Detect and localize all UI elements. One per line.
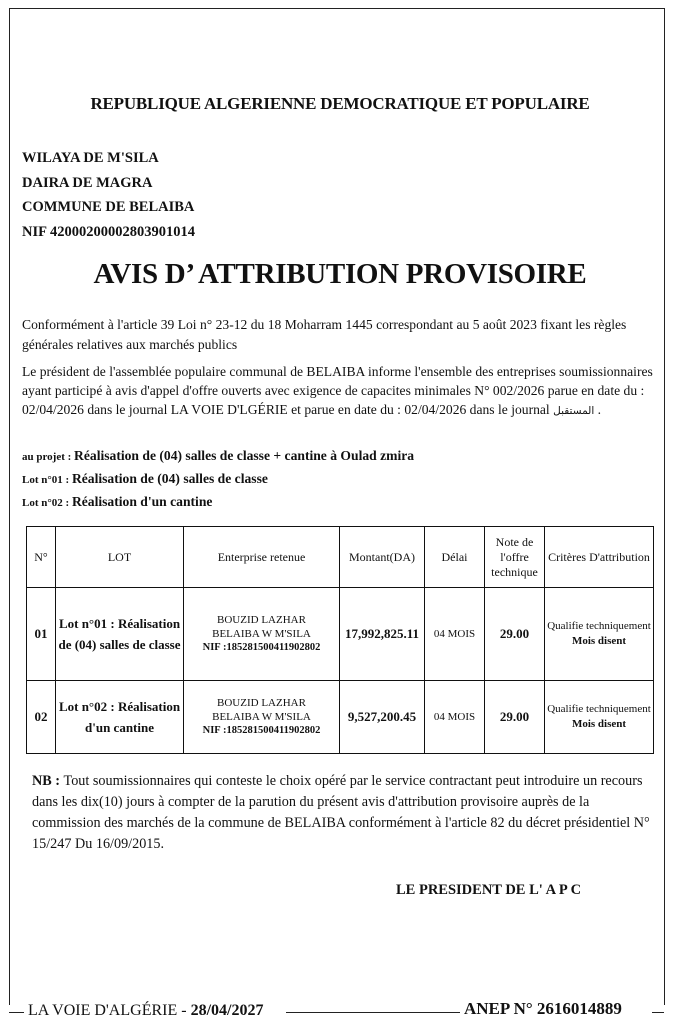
information-text: Le président de l'assemblée populaire communal de BELAIBA informe l'ensemble des entreprises soumissionnaires ayant participé à avis d'appel d'offre ouverts avec exigence de capacites minimales N° 002/2026 parue en date du : 02/04/2026 dans le journal LA VOIE D'LGÉRIE et parue en date du : 02/04/2026 dans le journal [22, 364, 653, 417]
footer-rule-right [652, 1012, 664, 1013]
project-prefix: au projet : [22, 451, 75, 463]
header-cell: Note de l'offre technique [485, 527, 545, 588]
row-number: 02 [27, 681, 56, 754]
table-row [27, 588, 654, 681]
project-text: Réalisation de (04) salles de classe + cantine à Oulad zmira [74, 448, 415, 463]
criteria-cell [545, 588, 654, 681]
company-nif: NIF :185281500411902802 [202, 642, 321, 653]
footer-anep-number: ANEP N° 2616014889 [464, 999, 622, 1018]
table-header-row [27, 527, 654, 588]
lot-cell: Lot n°01 : Réalisation de (04) salles de classe [56, 588, 184, 681]
nb-notice [32, 771, 657, 855]
company-cell [184, 588, 340, 681]
nif-line: NIF 42000200002803901014 [22, 223, 196, 240]
information-paragraph [22, 362, 662, 421]
company-cell [184, 681, 340, 754]
information-end: . [594, 402, 602, 417]
commune-line: COMMUNE DE BELAIBA [22, 199, 195, 215]
nb-label: NB : [32, 773, 64, 789]
delay-cell: 04 MOIS [425, 588, 485, 681]
signature-line: LE PRESIDENT DE L' A P C [396, 882, 582, 898]
project-block [22, 445, 414, 514]
header-cell: Enterprise retenue [184, 527, 340, 588]
lot1-prefix: Lot n°01 : [22, 474, 72, 486]
amount-cell: 9,527,200.45 [340, 681, 425, 754]
score-cell: 29.00 [485, 681, 545, 754]
delay-cell: 04 MOIS [425, 681, 485, 754]
wilaya-line: WILAYA DE M'SILA [22, 150, 159, 166]
criteria-price: Mois disent [571, 718, 627, 730]
amount-cell: 17,992,825.11 [340, 588, 425, 681]
administration-block [22, 146, 195, 244]
company-nif: NIF :185281500411902802 [202, 725, 321, 736]
lot2-text: Réalisation d'un cantine [71, 494, 213, 509]
footer-rule-middle [286, 1012, 460, 1013]
header-cell: Délai [425, 527, 485, 588]
criteria-qualification: Qualifie techniquement [547, 620, 651, 632]
table-row [27, 681, 654, 754]
nb-text: Tout soumissionnaires qui conteste le choix opéré par le service contractant peut introduire un recours dans les dix(10) jours à compter de la parution du présent avis d'attribution provisoire auprès de la commission des marchés de la commune de BELAIBA conformément à l'article 82 du décret présidentiel N° 15/247 Du 16/09/2015. [32, 773, 650, 852]
header-cell: N° [27, 527, 56, 588]
footer-newspaper: LA VOIE D'ALGÉRIE - [28, 1002, 191, 1019]
company-name: BOUZID LAZHAR [217, 697, 306, 709]
daira-line: DAIRA DE MAGRA [22, 174, 153, 191]
score-cell: 29.00 [485, 588, 545, 681]
project-line [22, 445, 414, 468]
header-cell: LOT [56, 527, 184, 588]
arabic-journal-name: المستقبل [553, 405, 595, 417]
legal-reference-paragraph: Conformément à l'article 39 Loi n° 23-12 du 18 Moharram 1445 correspondant au 5 août 2023 fixant les règles générales relatives aux marchés publics [22, 317, 627, 352]
company-name: BOUZID LAZHAR [217, 614, 306, 626]
footer-publication [28, 1002, 263, 1020]
lot-cell: Lot n°02 : Réalisation d'un cantine [56, 681, 184, 754]
criteria-cell [545, 681, 654, 754]
footer-rule-left [9, 1012, 24, 1013]
lot2-line [22, 491, 414, 514]
row-number: 01 [27, 588, 56, 681]
lot2-prefix: Lot n°02 : [22, 497, 72, 509]
company-location: BELAIBA W M'SILA [212, 628, 311, 640]
republic-heading: REPUBLIQUE ALGERIENNE DEMOCRATIQUE ET POPULAIRE [90, 94, 590, 113]
lot1-text: Réalisation de (04) salles de classe [71, 471, 268, 486]
notice-title: AVIS D’ ATTRIBUTION PROVISOIRE [93, 258, 587, 290]
footer-date: 28/04/2027 [190, 1002, 264, 1019]
lot1-line [22, 468, 414, 491]
attribution-table [26, 526, 654, 754]
criteria-price: Mois disent [571, 635, 627, 647]
header-cell: Montant(DA) [340, 527, 425, 588]
criteria-qualification: Qualifie techniquement [547, 703, 651, 715]
header-cell: Critères D'attribution [545, 527, 654, 588]
company-location: BELAIBA W M'SILA [212, 711, 311, 723]
